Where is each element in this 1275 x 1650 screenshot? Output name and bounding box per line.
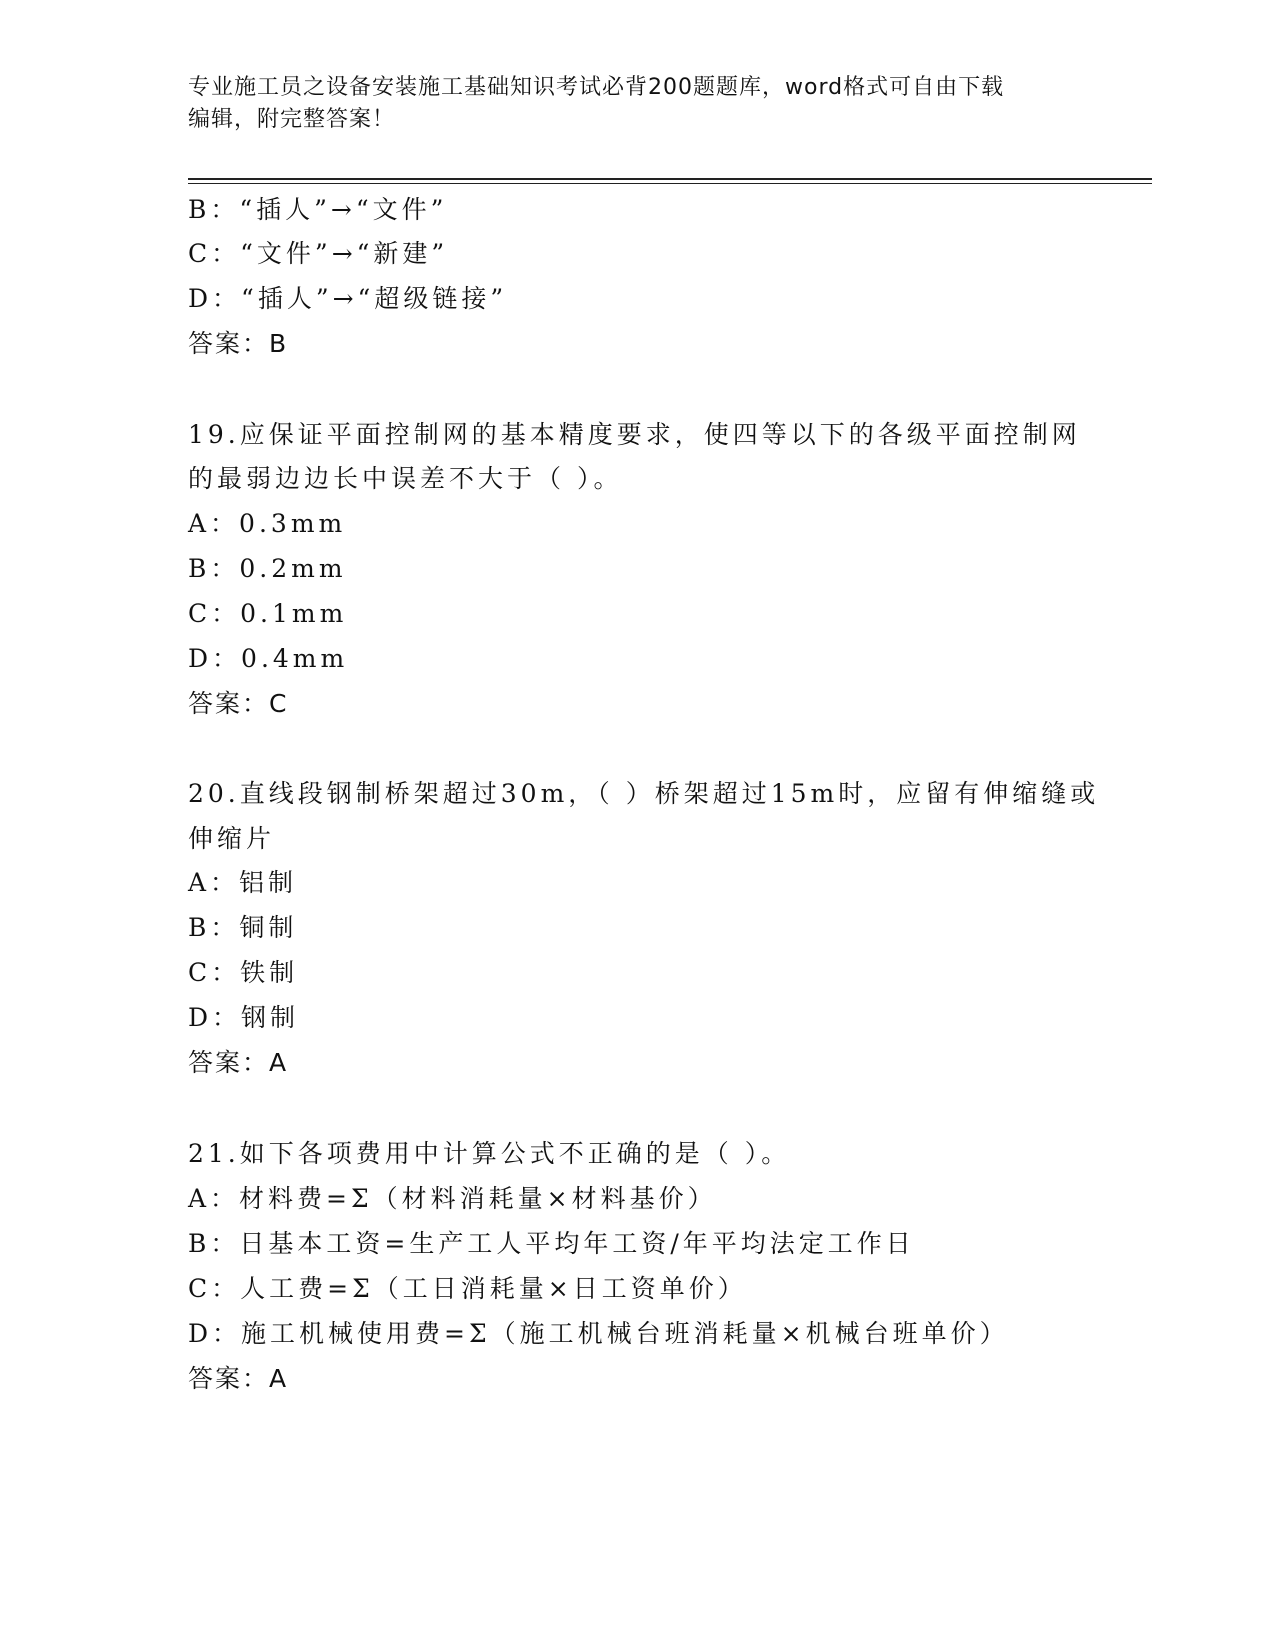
- q20-option-b: B：铜制: [188, 913, 298, 942]
- q19-question-line-2: 的最弱边边长中误差不大于（ ）。: [188, 464, 623, 493]
- header-line-1: 专业施工员之设备安装施工基础知识考试必背200题题库，word格式可自由下载: [188, 75, 1005, 100]
- q19-question-line-1: 19.应保证平面控制网的基本精度要求，使四等以下的各级平面控制网: [188, 420, 1081, 449]
- q20-question-line-2: 伸缩片: [188, 824, 276, 853]
- q21-option-b: B：日基本工资=生产工人平均年工资/年平均法定工作日: [188, 1229, 915, 1258]
- q21-question-line-1: 21.如下各项费用中计算公式不正确的是（ ）。: [188, 1139, 791, 1168]
- q19-option-a: A：0.3mm: [188, 509, 347, 538]
- q20-question-line-1: 20.直线段钢制桥架超过30m，（ ）桥架超过15m时，应留有伸缩缝或: [188, 779, 1100, 808]
- q21-answer: 答案：A: [188, 1364, 289, 1393]
- header-divider-bottom: [188, 183, 1152, 184]
- q19-option-b: B：0.2mm: [188, 554, 347, 583]
- document-header: [188, 72, 1088, 136]
- q18-option-d: D：“插人”→“超级链接”: [188, 284, 508, 313]
- q20-option-c: C：铁制: [188, 958, 299, 987]
- q21-option-c: C：人工费=Σ（工日消耗量×日工资单价）: [188, 1274, 747, 1303]
- q18-option-b: B：“插人”→“文件”: [188, 195, 448, 224]
- q20-answer: 答案：A: [188, 1048, 289, 1077]
- q21-option-d: D：施工机械使用费=Σ（施工机械台班消耗量×机械台班单价）: [188, 1319, 1009, 1348]
- q19-answer: 答案：C: [188, 689, 289, 718]
- q19-option-c: C：0.1mm: [188, 599, 348, 628]
- q18-option-c: C：“文件”→“新建”: [188, 239, 449, 268]
- q21-option-a: A：材料费=Σ（材料消耗量×材料基价）: [188, 1184, 717, 1213]
- header-line-2: 编辑，附完整答案！: [188, 107, 396, 132]
- q20-option-d: D：钢制: [188, 1003, 300, 1032]
- q18-answer: 答案：B: [188, 329, 289, 358]
- q19-option-d: D：0.4mm: [188, 644, 349, 673]
- q20-option-a: A：铝制: [188, 868, 298, 897]
- header-divider-top: [188, 178, 1152, 180]
